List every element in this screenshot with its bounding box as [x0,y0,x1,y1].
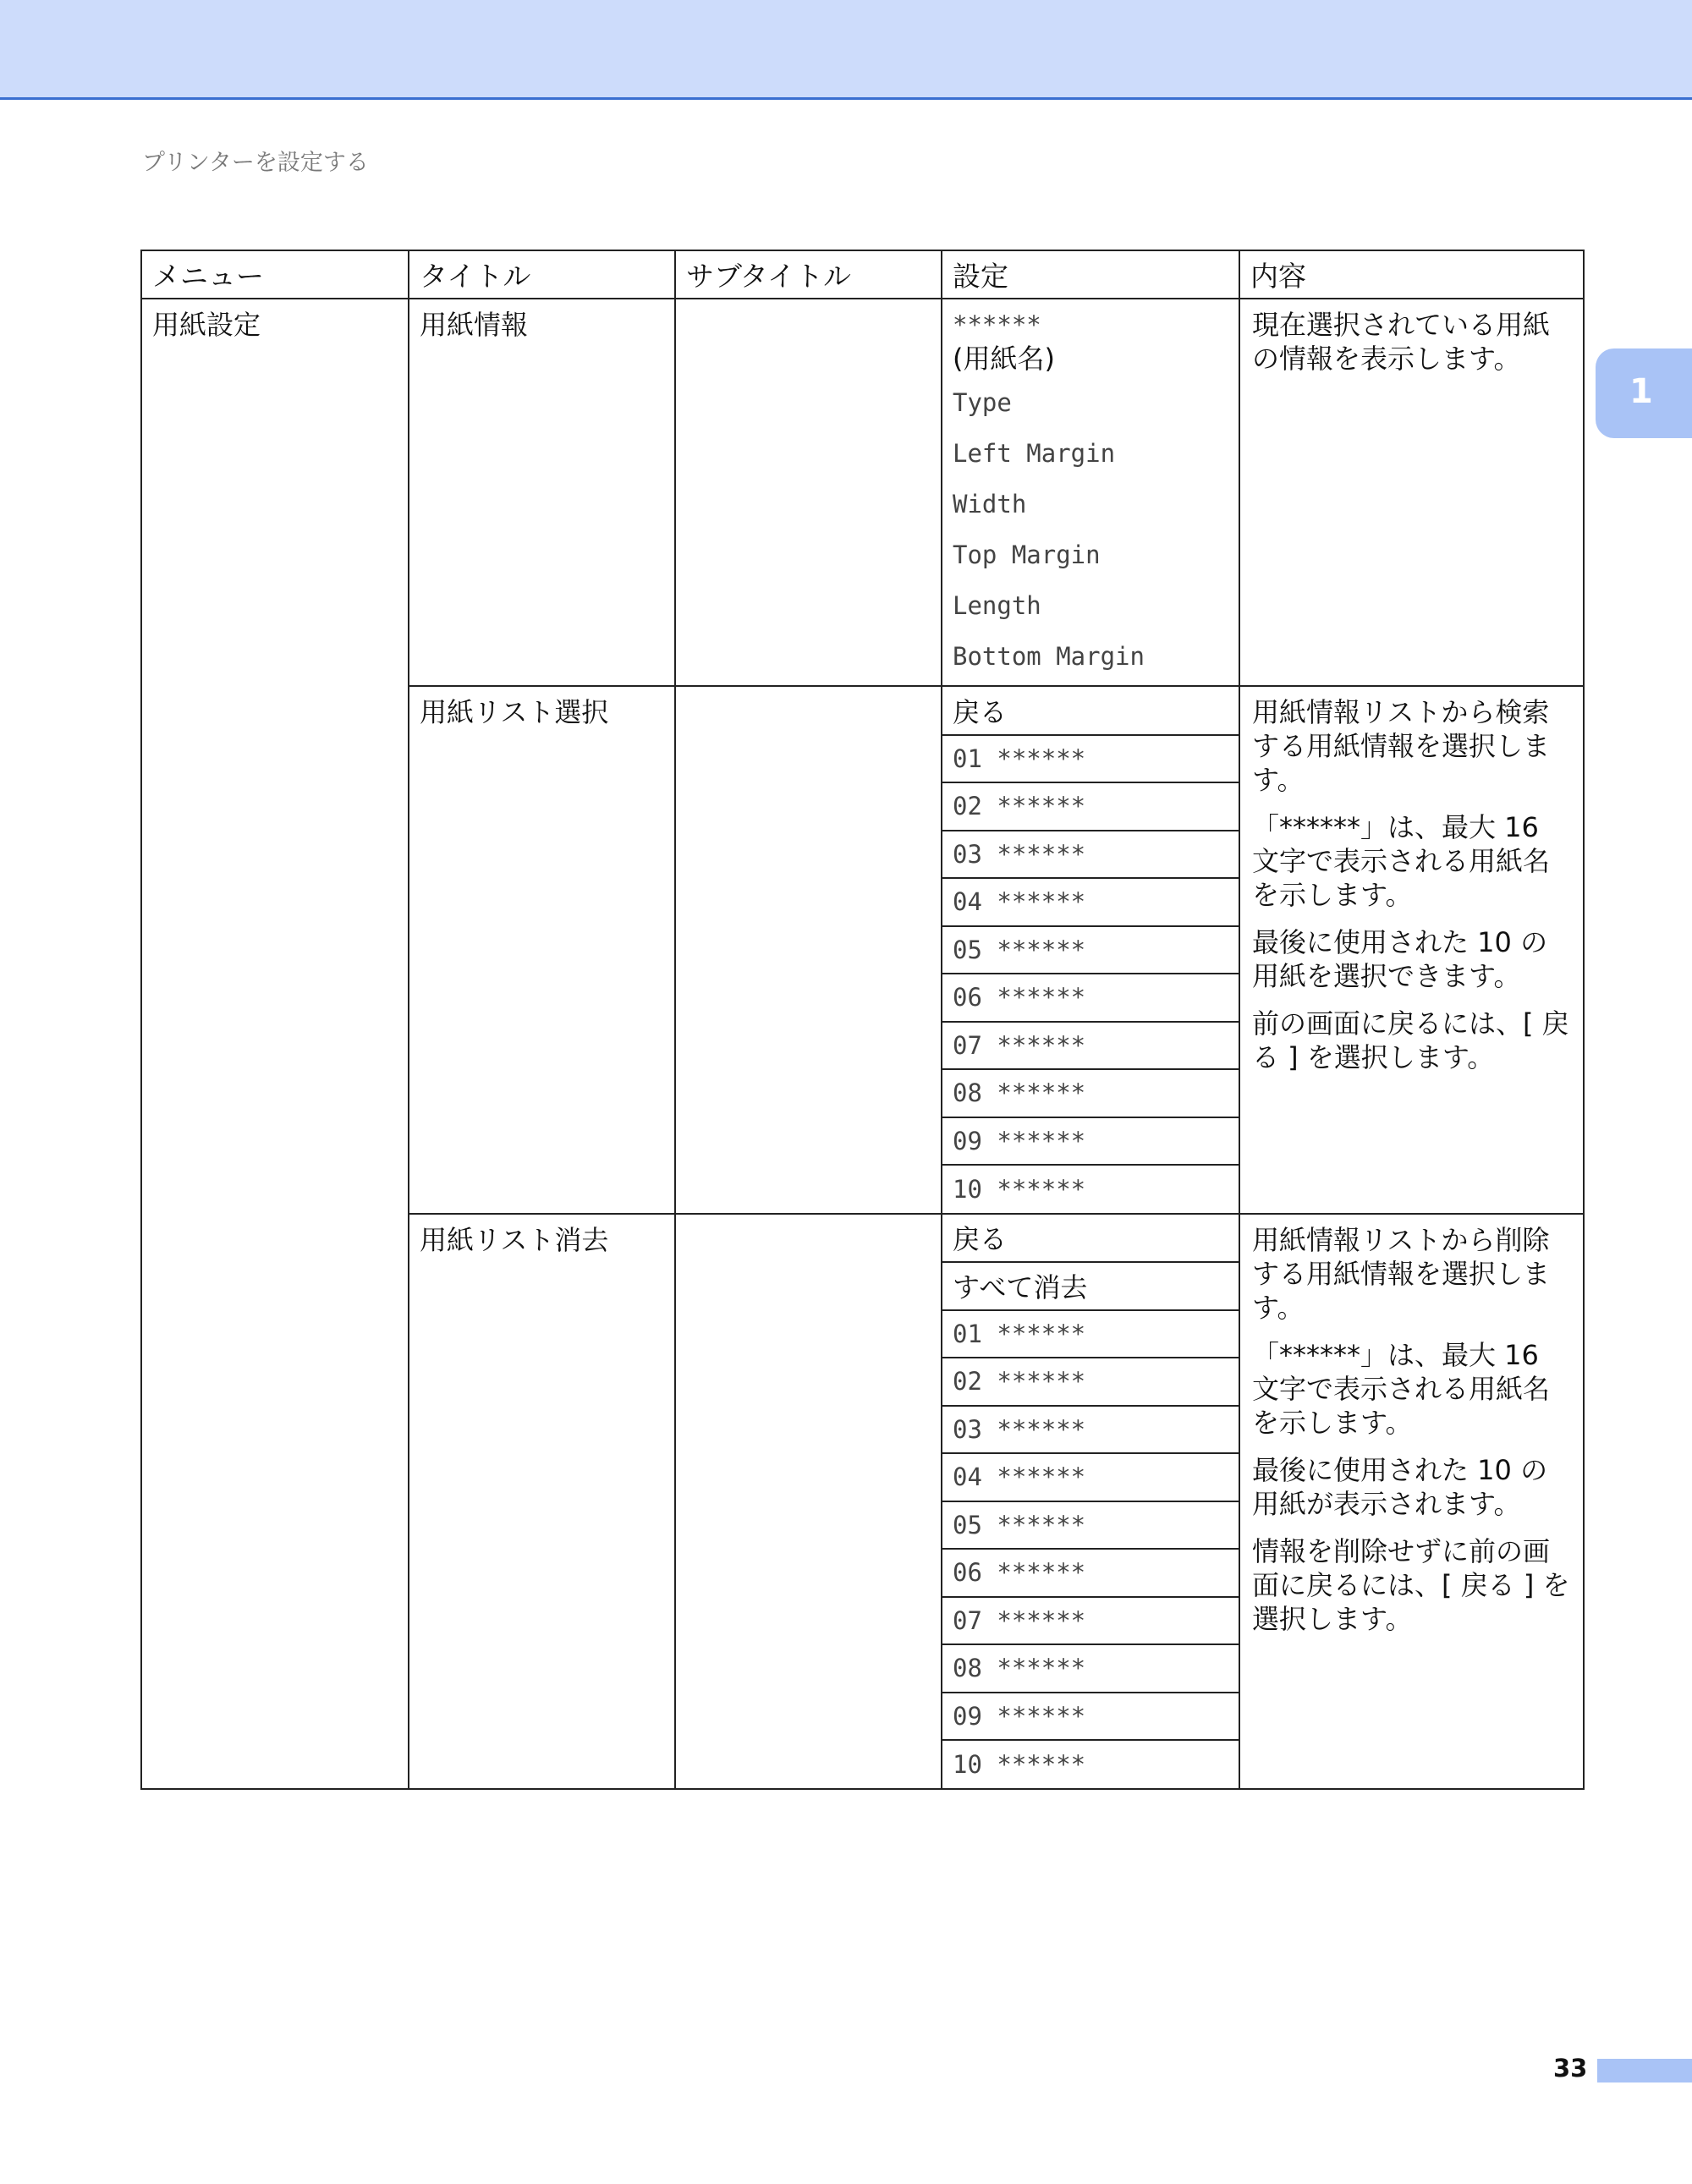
title-cell: 用紙情報 [409,299,675,686]
setting-item: 04 ****** [942,1453,1239,1501]
description-text: 情報を削除せずに前の画面に戻るには、[ 戻る ] を選択します。 [1252,1534,1570,1635]
setting-item: 06 ****** [942,1549,1239,1597]
setting-item: 09 ****** [942,1693,1239,1741]
menu-cell: 用紙設定 [141,299,409,1789]
setting-item: 10 ****** [953,1174,1086,1204]
header-subtitle: サブタイトル [675,250,942,299]
setting-item: 02 ****** [942,1358,1239,1406]
description-cell [1239,686,1584,1214]
setting-item: Width [953,490,1027,519]
header-title: タイトル [409,250,675,299]
chapter-tab [1596,348,1692,438]
description-text: 最後に使用された 10 の用紙を選択できます。 [1252,926,1548,992]
setting-item: 10 ****** [953,1749,1086,1779]
header-row [141,250,1584,299]
running-title: プリンターを設定する [142,150,369,176]
settings-list [942,1215,1239,1788]
description-text: 「******」は、最大 16 文字で表示される用紙名を示します。 [1252,811,1551,911]
subtitle-cell [675,1214,942,1789]
setting-item: Top Margin [953,541,1101,569]
setting-item: 戻る [942,1215,1239,1263]
setting-item: Length [953,591,1041,620]
setting-item: 03 ****** [942,831,1239,879]
header-band [0,0,1692,100]
subtitle-cell [675,299,942,686]
settings-cell [942,299,1239,686]
description-text: 現在選択されている用紙の情報を表示します。 [1252,309,1551,375]
setting-item: Type [953,388,1012,417]
setting-stars: ****** [953,310,1041,339]
description-text: 前の画面に戻るには、[ 戻る ] を選択します。 [1252,1007,1569,1073]
header-description: 内容 [1239,250,1584,299]
setting-item: 09 ****** [942,1117,1239,1166]
settings-cell [942,686,1239,1214]
header-settings: 設定 [942,250,1239,299]
settings-list [942,687,1239,1213]
setting-item: 05 ****** [942,926,1239,974]
setting-item: 07 ****** [942,1597,1239,1645]
footer-bar [1597,2059,1692,2082]
settings-cell [942,1214,1239,1789]
description-cell [1239,299,1584,686]
subtitle-cell [675,686,942,1214]
setting-item: 04 ****** [942,878,1239,926]
description-text: 最後に使用された 10 の用紙が表示されます。 [1252,1453,1548,1520]
menu-table [140,250,1585,1790]
setting-item: 01 ****** [942,735,1239,783]
page-number: 33 [1553,2054,1588,2082]
description-cell [1239,1214,1584,1789]
setting-item: 08 ****** [942,1069,1239,1117]
setting-item: Bottom Margin [953,642,1145,671]
description-text: 用紙情報リストから検索する用紙情報を選択します。 [1252,696,1551,796]
setting-item: すべて消去 [942,1262,1239,1310]
setting-item: 戻る [942,687,1239,735]
setting-paper-name: (用紙名) [953,343,1055,375]
setting-item: 03 ****** [942,1406,1239,1454]
setting-item: 01 ****** [942,1310,1239,1358]
setting-item: 05 ****** [942,1501,1239,1550]
header-menu: メニュー [141,250,409,299]
title-cell: 用紙リスト選択 [409,686,675,1214]
setting-item: 08 ****** [942,1644,1239,1693]
chapter-number: 1 [1629,372,1653,411]
title-cell: 用紙リスト消去 [409,1214,675,1789]
description-text: 用紙情報リストから削除する用紙情報を選択します。 [1252,1223,1551,1324]
description-text: 「******」は、最大 16 文字で表示される用紙名を示します。 [1252,1338,1551,1439]
setting-item: 02 ****** [942,782,1239,831]
setting-item: 06 ****** [942,974,1239,1022]
setting-item: 07 ****** [942,1022,1239,1070]
setting-item: Left Margin [953,439,1116,468]
table-row [141,299,1584,686]
